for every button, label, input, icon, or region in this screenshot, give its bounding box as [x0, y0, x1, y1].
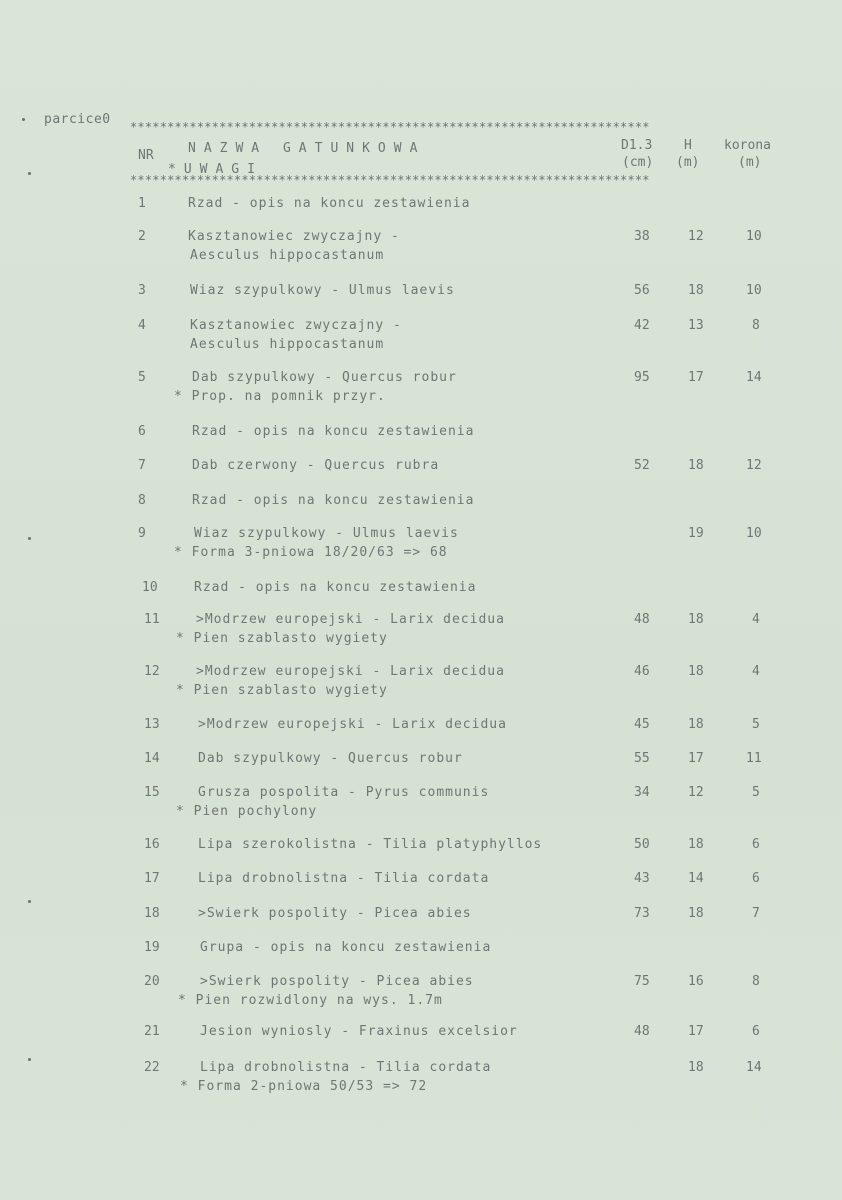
column-header-crown: korona — [724, 138, 771, 153]
diameter-value: 75 — [634, 974, 650, 989]
table-row — [0, 612, 842, 652]
column-header-height: H — [684, 138, 692, 153]
crown-value: 6 — [752, 837, 760, 852]
crown-value: 10 — [746, 229, 762, 244]
row-number: 20 — [144, 974, 160, 989]
table-row — [0, 1060, 842, 1100]
species-name: Rzad - opis na koncu zestawienia — [188, 196, 471, 211]
species-name: >Modrzew europejski - Larix decidua — [198, 717, 507, 732]
diameter-value: 55 — [634, 751, 650, 766]
row-note: * Pien rozwidlony na wys. 1.7m — [178, 993, 443, 1008]
species-name: Jesion wyniosly - Fraxinus excelsior — [200, 1024, 518, 1039]
height-value: 18 — [688, 612, 704, 627]
row-note: Aesculus hippocastanum — [190, 248, 385, 263]
separator-bottom: ********************************************************************** — [130, 173, 650, 187]
margin-mark — [22, 118, 25, 121]
species-name: >Swierk pospolity - Picea abies — [198, 906, 472, 921]
diameter-value: 43 — [634, 871, 650, 886]
height-value: 18 — [688, 717, 704, 732]
species-name: >Modrzew europejski - Larix decidua — [196, 612, 505, 627]
row-note: * Pien szablasto wygiety — [176, 631, 388, 646]
row-number: 13 — [144, 717, 160, 732]
row-number: 8 — [138, 493, 146, 508]
crown-value: 14 — [746, 370, 762, 385]
table-row — [0, 664, 842, 704]
crown-value: 12 — [746, 458, 762, 473]
row-number: 19 — [144, 940, 160, 955]
row-number: 5 — [138, 370, 146, 385]
row-number: 2 — [138, 229, 146, 244]
species-name: Dab czerwony - Quercus rubra — [192, 458, 440, 473]
height-value: 18 — [688, 283, 704, 298]
diameter-value: 73 — [634, 906, 650, 921]
crown-value: 8 — [752, 318, 760, 333]
diameter-value: 42 — [634, 318, 650, 333]
table-row — [0, 370, 842, 410]
row-note: * Pien szablasto wygiety — [176, 683, 388, 698]
table-row — [0, 526, 842, 566]
species-name: Wiaz szypulkowy - Ulmus laevis — [190, 283, 455, 298]
crown-value: 5 — [752, 785, 760, 800]
table-row — [0, 283, 842, 323]
species-name: >Modrzew europejski - Larix decidua — [196, 664, 505, 679]
height-value: 17 — [688, 751, 704, 766]
height-value: 12 — [688, 229, 704, 244]
table-row — [0, 974, 842, 1014]
species-name: Lipa drobnolistna - Tilia cordata — [200, 1060, 492, 1075]
species-name: Kasztanowiec zwyczajny - — [190, 318, 402, 333]
species-name: >Swierk pospolity - Picea abies — [200, 974, 474, 989]
height-value: 18 — [688, 458, 704, 473]
row-number: 11 — [144, 612, 160, 627]
species-name: Rzad - opis na koncu zestawienia — [194, 580, 477, 595]
species-name: Dab szypulkowy - Quercus robur — [198, 751, 463, 766]
diameter-value: 34 — [634, 785, 650, 800]
crown-value: 4 — [752, 612, 760, 627]
table-row — [0, 1024, 842, 1064]
column-header-crown-unit: (m) — [738, 155, 762, 170]
crown-value: 7 — [752, 906, 760, 921]
table-row — [0, 229, 842, 269]
crown-value: 5 — [752, 717, 760, 732]
crown-value: 10 — [746, 283, 762, 298]
height-value: 18 — [688, 837, 704, 852]
species-name: Lipa drobnolistna - Tilia cordata — [198, 871, 490, 886]
crown-value: 6 — [752, 1024, 760, 1039]
row-note: * Prop. na pomnik przyr. — [174, 389, 386, 404]
species-name: Kasztanowiec zwyczajny - — [188, 229, 400, 244]
row-note: * Forma 3-pniowa 18/20/63 => 68 — [174, 545, 448, 560]
species-name: Lipa szerokolistna - Tilia platyphyllos — [198, 837, 543, 852]
height-value: 14 — [688, 871, 704, 886]
diameter-value: 48 — [634, 612, 650, 627]
height-value: 16 — [688, 974, 704, 989]
diameter-value: 45 — [634, 717, 650, 732]
row-number: 6 — [138, 424, 146, 439]
crown-value: 4 — [752, 664, 760, 679]
row-number: 7 — [138, 458, 146, 473]
height-value: 13 — [688, 318, 704, 333]
height-value: 18 — [688, 1060, 704, 1075]
row-number: 15 — [144, 785, 160, 800]
crown-value: 8 — [752, 974, 760, 989]
species-name: Grusza pospolita - Pyrus communis — [198, 785, 490, 800]
column-header-diameter-unit: (cm) — [622, 155, 654, 170]
species-name: Wiaz szypulkowy - Ulmus laevis — [194, 526, 459, 541]
column-header-remarks: *UWAGI — [168, 162, 263, 177]
species-name: Dab szypulkowy - Quercus robur — [192, 370, 457, 385]
row-note: Aesculus hippocastanum — [190, 337, 385, 352]
row-number: 12 — [144, 664, 160, 679]
diameter-value: 46 — [634, 664, 650, 679]
row-number: 14 — [144, 751, 160, 766]
row-number: 10 — [142, 580, 158, 595]
column-header-diameter: D1.3 — [621, 138, 653, 153]
row-number: 1 — [138, 196, 146, 211]
height-value: 17 — [688, 370, 704, 385]
file-label: parcice0 — [44, 112, 111, 127]
height-value: 19 — [688, 526, 704, 541]
separator-top: ********************************************************************** — [130, 120, 650, 134]
table-row — [0, 785, 842, 825]
table-row — [0, 458, 842, 498]
crown-value: 11 — [746, 751, 762, 766]
table-row — [0, 318, 842, 358]
diameter-value: 48 — [634, 1024, 650, 1039]
height-value: 12 — [688, 785, 704, 800]
diameter-value: 52 — [634, 458, 650, 473]
crown-value: 6 — [752, 871, 760, 886]
species-name: Rzad - opis na koncu zestawienia — [192, 493, 475, 508]
species-name: Grupa - opis na koncu zestawienia — [200, 940, 492, 955]
crown-value: 10 — [746, 526, 762, 541]
height-value: 18 — [688, 664, 704, 679]
row-number: 9 — [138, 526, 146, 541]
height-value: 17 — [688, 1024, 704, 1039]
diameter-value: 95 — [634, 370, 650, 385]
table-row — [0, 871, 842, 911]
row-number: 3 — [138, 283, 146, 298]
column-header-nr: NR — [138, 148, 154, 163]
species-name: Rzad - opis na koncu zestawienia — [192, 424, 475, 439]
diameter-value: 38 — [634, 229, 650, 244]
diameter-value: 56 — [634, 283, 650, 298]
row-number: 17 — [144, 871, 160, 886]
crown-value: 14 — [746, 1060, 762, 1075]
row-number: 16 — [144, 837, 160, 852]
diameter-value: 50 — [634, 837, 650, 852]
row-number: 18 — [144, 906, 160, 921]
row-number: 22 — [144, 1060, 160, 1075]
column-header-height-unit: (m) — [676, 155, 700, 170]
row-number: 21 — [144, 1024, 160, 1039]
column-header-species: NAZWA GATUNKOWA — [188, 141, 426, 156]
height-value: 18 — [688, 906, 704, 921]
row-note: * Pien pochylony — [176, 804, 318, 819]
row-number: 4 — [138, 318, 146, 333]
margin-mark — [28, 172, 31, 175]
row-note: * Forma 2-pniowa 50/53 => 72 — [180, 1079, 428, 1094]
